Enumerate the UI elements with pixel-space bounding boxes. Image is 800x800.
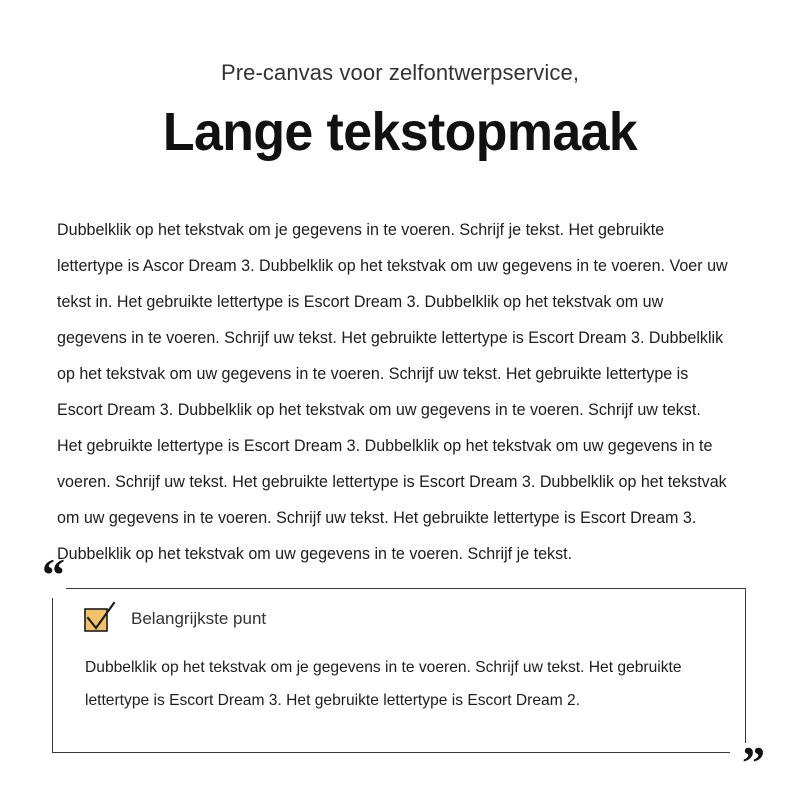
body-paragraph[interactable]: Dubbelklik op het tekstvak om je gegevens in te voeren. Schrijf je tekst. Het gebruikte lettertype is Ascor Dream 3. Dubbelklik op het tekstvak om uw gegevens in te voeren. Voer uw tekst in. Het gebruikte lettertype is Escort Dream 3. Dubbelklik op het tekstvak om uw gegevens in te voeren. Schrijf uw tekst. Het gebruikte lettertype is Escort Dream 3. Dubbelklik op het tekstvak om uw gegevens in te voeren. Schrijf uw tekst. Het gebruikte lettertype is Escort Dream 3. Dubbelklik op het tekstvak om uw gegevens in te voeren. Schrijf uw tekst. Het gebruikte lettertype is Escort Dream 3. Dubbelklik op het tekstvak om uw gegevens in te voeren. Schrijf uw tekst. Het gebruikte lettertype is Escort Dream 3. Dubbelklik op het tekstvak om uw gegevens in te voeren. Schrijf uw tekst. Het gebruikte lettertype is Escort Dream 3. Dubbelklik op het tekstvak om uw gegevens in te voeren. Schrijf je tekst. xyxy=(57,221,728,563)
header-block xyxy=(0,58,800,162)
checkbox-checked-icon[interactable] xyxy=(85,607,109,631)
page-title: Lange tekstopmaak xyxy=(162,102,638,162)
callout-content xyxy=(85,604,715,717)
quote-callout[interactable] xyxy=(42,549,764,788)
subtitle: Pre-canvas voor zelfontwerpservice, xyxy=(220,60,580,85)
quote-close-icon: ” xyxy=(742,737,764,788)
callout-header-row xyxy=(85,604,715,634)
callout-body-text[interactable]: Dubbelklik op het tekstvak om je gegevens in te voeren. Schrijf uw tekst. Het gebruikte lettertype is Escort Dream 3. Het gebruikte lettertype is Escort Dream 2. xyxy=(85,659,682,709)
callout-heading: Belangrijkste punt xyxy=(131,609,267,628)
quote-open-icon: “ xyxy=(42,549,64,600)
